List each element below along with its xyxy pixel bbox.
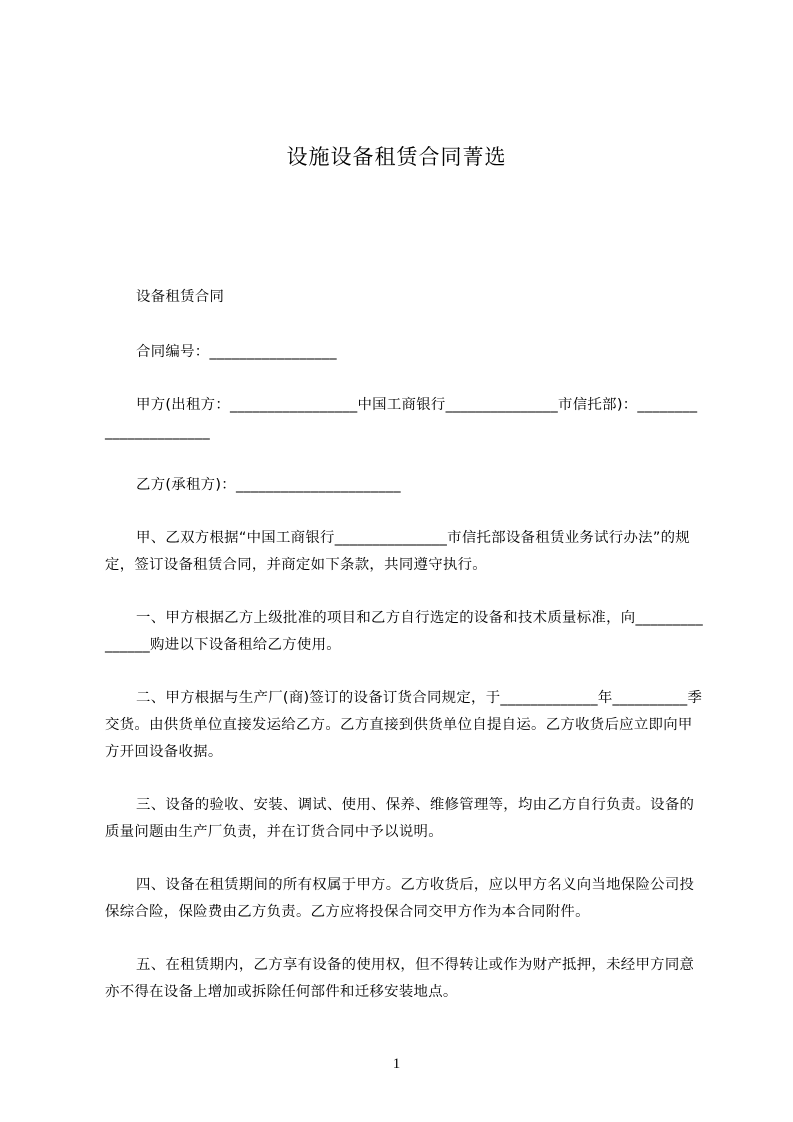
preamble-paragraph: 甲、乙双方根据“中国工商银行_______________市信托部设备租赁业务试行办法”的规定，签订设备租赁合同，并商定如下条款，共同遵守执行。 [105, 530, 690, 573]
party-a-line: 甲方(出租方：_________________中国工商银行_______________市信托部)：______________________ [105, 397, 698, 440]
clause-5: 五、在租赁期内，乙方享有设备的使用权，但不得转让或作为财产抵押，未经甲方同意亦不得在设备上增加或拆除任何部件和迁移安装地点。 [105, 957, 695, 1000]
document-title: 设施设备租赁合同菁选 [286, 145, 507, 169]
clause-3: 三、设备的验收、安装、调试、使用、保养、维修管理等，均由乙方自行负责。设备的质量问题由生产厂负责，并在订货合同中予以说明。 [105, 797, 695, 840]
document-body [105, 284, 703, 1032]
contract-number-line: 合同编号：_________________ [136, 344, 337, 360]
clause-1: 一、甲方根据乙方上级批准的项目和乙方自行选定的设备和技术质量标准，向_______________购进以下设备租给乙方使用。 [105, 610, 703, 653]
party-b-line: 乙方(承租方)：______________________ [136, 477, 401, 493]
contract-heading: 设备租赁合同 [136, 289, 225, 305]
clause-2: 二、甲方根据与生产厂(商)签订的设备订货合同规定，于_____________年__________季交货。由供货单位直接发运给乙方。乙方直接到供货单位自提自运。乙方收货后应立即向甲方开回设备收据。 [105, 690, 703, 760]
clause-4: 四、设备在租赁期间的所有权属于甲方。乙方收货后，应以甲方名义向当地保险公司投保综合险，保险费由乙方负责。乙方应将投保合同交甲方作为本合同附件。 [105, 877, 695, 920]
page-number: 1 [392, 1056, 401, 1072]
